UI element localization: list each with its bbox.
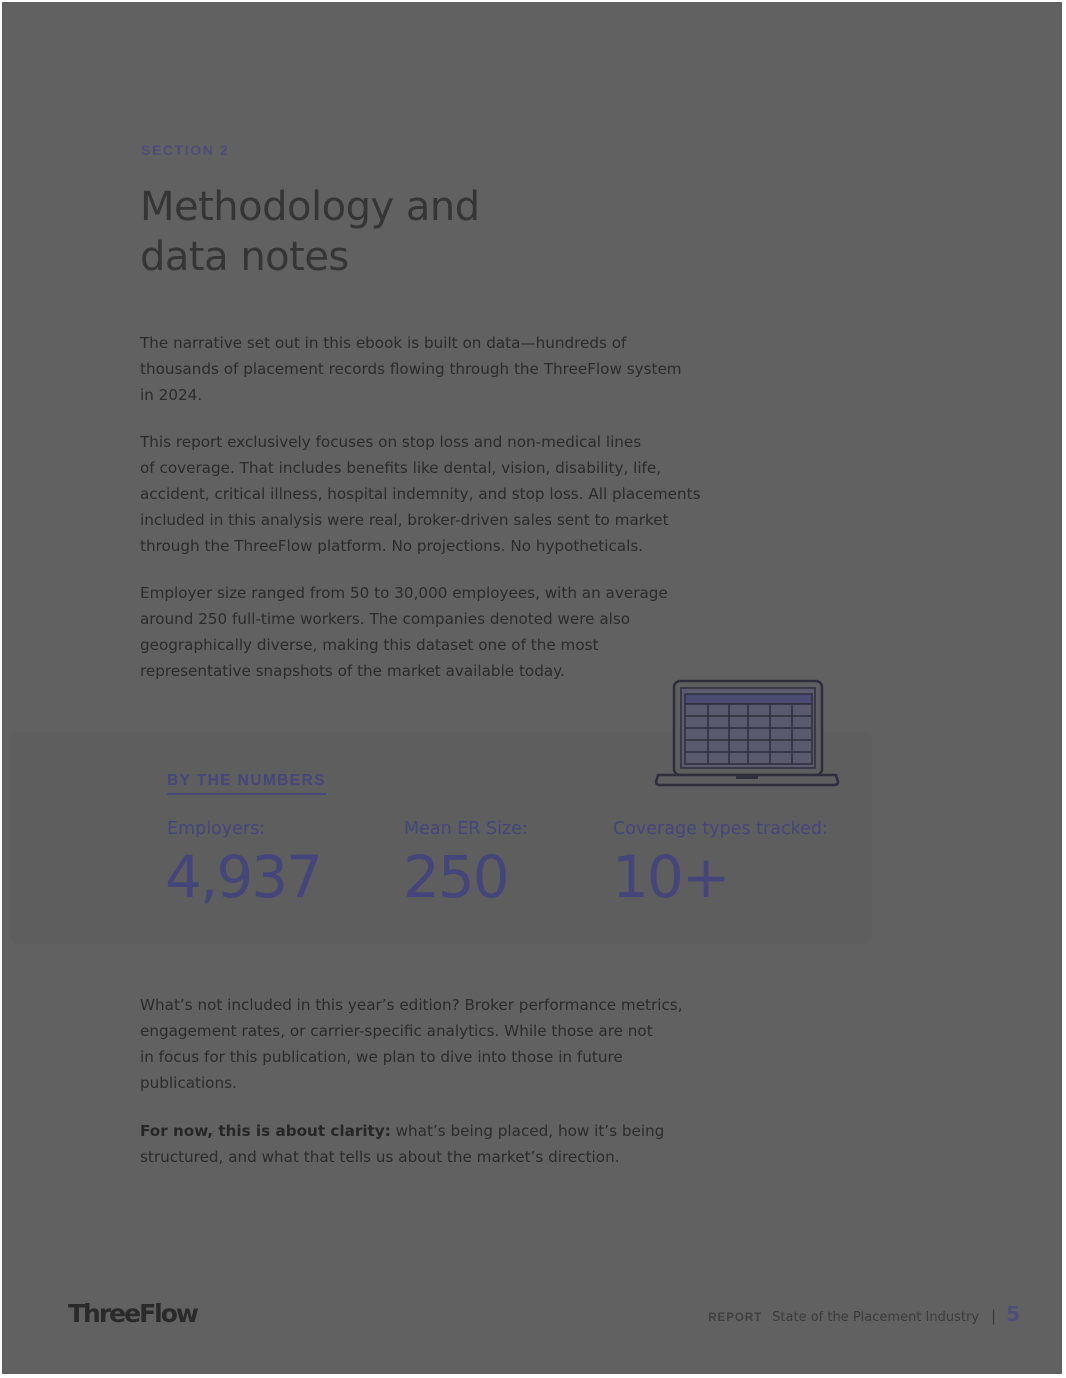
stat-label-employers: Employers: [167, 819, 266, 839]
intro-paragraph-1 [140, 330, 740, 408]
stat-label-mean-er-size: Mean ER Size: [404, 819, 528, 839]
stat-value-employers: 4,937 [165, 843, 322, 911]
footer-report-name: State of the Placement Industry [772, 1310, 980, 1325]
closing-emphasis: For now, this is about clarity: [140, 1122, 391, 1140]
text-line [140, 1118, 740, 1144]
section-kicker: SECTION 2 [141, 142, 230, 158]
text-line: in 2024. [140, 386, 203, 404]
stat-label-coverage-types: Coverage types tracked: [613, 819, 828, 839]
footer-separator: | [991, 1307, 997, 1325]
closing-paragraph-2 [140, 1118, 740, 1170]
closing-paragraph-1 [140, 992, 740, 1096]
threeflow-logo: ThreeFlow [68, 1299, 198, 1328]
laptop-spreadsheet-icon [652, 678, 842, 788]
text-line: Employer size ranged from 50 to 30,000 employees, with an average [140, 584, 668, 602]
text-line: What’s not included in this year’s edition? Broker performance metrics, [140, 996, 683, 1014]
text-line: in focus for this publication, we plan to dive into those in future [140, 1048, 623, 1066]
footer-report-tag: REPORT [708, 1312, 763, 1324]
text-line: of coverage. That includes benefits like dental, vision, disability, life, [140, 459, 662, 477]
intro-paragraph-2 [140, 429, 740, 559]
title-line-2: data notes [140, 234, 349, 280]
text-line: through the ThreeFlow platform. No projections. No hypotheticals. [140, 537, 644, 555]
text-line: This report exclusively focuses on stop loss and non-medical lines [140, 433, 642, 451]
footer-info [708, 1302, 1020, 1326]
text-line: structured, and what that tells us about the market’s direction. [140, 1148, 620, 1166]
text-line: accident, critical illness, hospital indemnity, and stop loss. All placements [140, 485, 701, 503]
stat-value-coverage-types: 10+ [612, 843, 729, 911]
text-line: The narrative set out in this ebook is built on data—hundreds of [140, 334, 627, 352]
text-line: engagement rates, or carrier-specific analytics. While those are not [140, 1022, 653, 1040]
page-title [140, 182, 480, 282]
text-line: included in this analysis were real, broker-driven sales sent to market [140, 511, 669, 529]
intro-paragraph-3 [140, 580, 740, 684]
by-the-numbers-heading: BY THE NUMBERS [167, 772, 326, 795]
text-line: thousands of placement records flowing through the ThreeFlow system [140, 360, 682, 378]
closing-line-rest: what’s being placed, how it’s being [390, 1122, 665, 1140]
text-line: around 250 full-time workers. The companies denoted were also [140, 610, 631, 628]
text-line: publications. [140, 1074, 237, 1092]
page [2, 2, 1062, 1374]
stat-value-mean-er-size: 250 [403, 843, 508, 911]
page-number: 5 [1006, 1302, 1020, 1326]
text-line: representative snapshots of the market available today. [140, 662, 565, 680]
title-line-1: Methodology and [140, 184, 480, 230]
text-line: geographically diverse, making this dataset one of the most [140, 636, 599, 654]
